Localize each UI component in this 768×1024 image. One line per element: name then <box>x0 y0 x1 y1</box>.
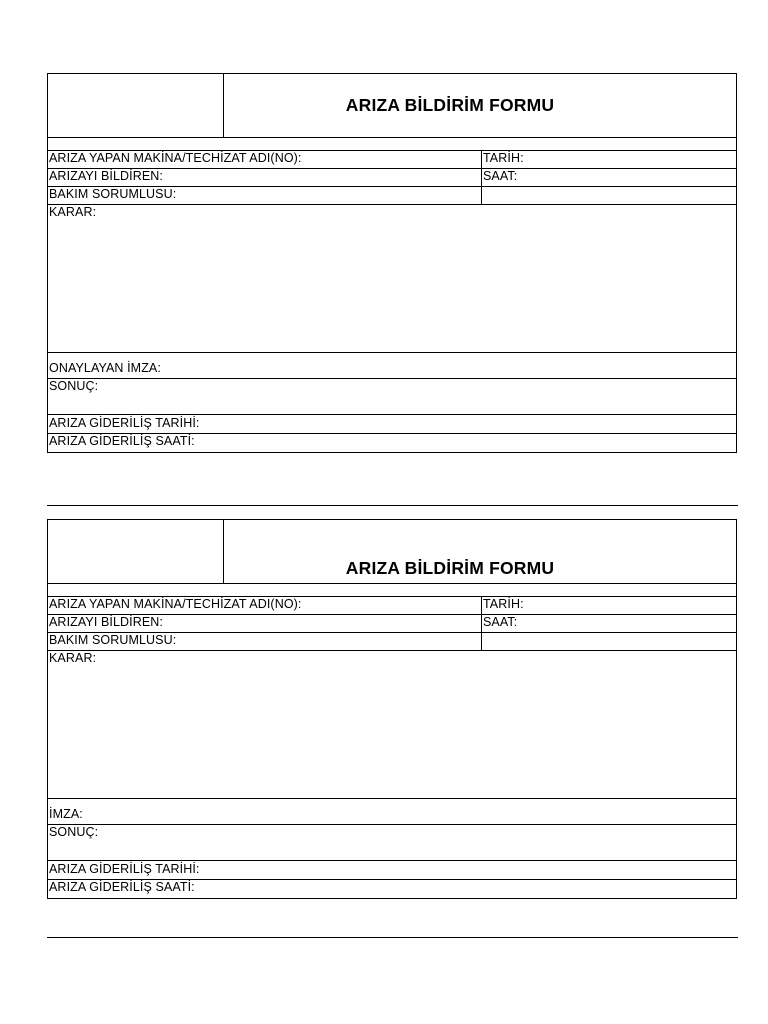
reporter-field[interactable] <box>48 615 482 632</box>
blank-field[interactable] <box>482 633 736 650</box>
result-label: SONUÇ: <box>49 379 99 393</box>
title-cell <box>224 74 736 137</box>
time-field[interactable] <box>482 169 736 186</box>
signature-field[interactable] <box>48 799 736 825</box>
maintenance-row <box>48 633 736 651</box>
date-label: TARİH: <box>483 597 524 611</box>
date-label: TARİH: <box>483 151 524 165</box>
maintenance-row <box>48 187 736 205</box>
fix-time-field[interactable] <box>48 434 736 452</box>
form-title: ARIZA BİLDİRİM FORMU <box>345 558 555 578</box>
fix-date-field[interactable] <box>48 861 736 880</box>
machine-label: ARIZA YAPAN MAKİNA/TECHİZAT ADI(NO): <box>49 597 302 611</box>
divider-line <box>47 937 738 938</box>
fix-time-label: ARIZA GİDERİLİŞ SAATİ: <box>49 880 195 894</box>
fault-report-form-1 <box>47 73 737 453</box>
machine-field[interactable] <box>48 597 482 614</box>
machine-label: ARIZA YAPAN MAKİNA/TECHİZAT ADI(NO): <box>49 151 302 165</box>
maintenance-field[interactable] <box>48 187 482 204</box>
reporter-time-row <box>48 615 736 633</box>
decision-label: KARAR: <box>49 651 97 665</box>
form-header <box>48 520 736 584</box>
decision-label: KARAR: <box>49 205 97 219</box>
signature-field[interactable] <box>48 353 736 379</box>
date-field[interactable] <box>482 151 736 168</box>
time-label: SAAT: <box>483 169 518 183</box>
reporter-time-row <box>48 169 736 187</box>
logo-cell <box>48 74 224 137</box>
form-header <box>48 74 736 138</box>
fix-date-field[interactable] <box>48 415 736 434</box>
spacer-row <box>48 584 736 597</box>
machine-date-row <box>48 151 736 169</box>
date-field[interactable] <box>482 597 736 614</box>
fix-time-label: ARIZA GİDERİLİŞ SAATİ: <box>49 434 195 448</box>
spacer-row <box>48 138 736 151</box>
divider-line <box>47 505 738 506</box>
result-label: SONUÇ: <box>49 825 99 839</box>
logo-cell <box>48 520 224 583</box>
decision-field[interactable] <box>48 651 736 799</box>
machine-date-row <box>48 597 736 615</box>
signature-label: İMZA: <box>49 807 83 821</box>
blank-field[interactable] <box>482 187 736 204</box>
decision-field[interactable] <box>48 205 736 353</box>
fault-report-form-2 <box>47 519 737 899</box>
reporter-field[interactable] <box>48 169 482 186</box>
time-label: SAAT: <box>483 615 518 629</box>
result-field[interactable] <box>48 379 736 415</box>
reporter-label: ARIZAYI BİLDİREN: <box>49 169 163 183</box>
title-cell <box>224 520 736 583</box>
result-field[interactable] <box>48 825 736 861</box>
maintenance-field[interactable] <box>48 633 482 650</box>
form-title: ARIZA BİLDİRİM FORMU <box>345 95 555 115</box>
fix-time-field[interactable] <box>48 880 736 898</box>
machine-field[interactable] <box>48 151 482 168</box>
fix-date-label: ARIZA GİDERİLİŞ TARİHİ: <box>49 862 200 876</box>
fix-date-label: ARIZA GİDERİLİŞ TARİHİ: <box>49 416 200 430</box>
signature-label: ONAYLAYAN İMZA: <box>49 361 161 375</box>
maintenance-label: BAKIM SORUMLUSU: <box>49 187 177 201</box>
time-field[interactable] <box>482 615 736 632</box>
reporter-label: ARIZAYI BİLDİREN: <box>49 615 163 629</box>
maintenance-label: BAKIM SORUMLUSU: <box>49 633 177 647</box>
